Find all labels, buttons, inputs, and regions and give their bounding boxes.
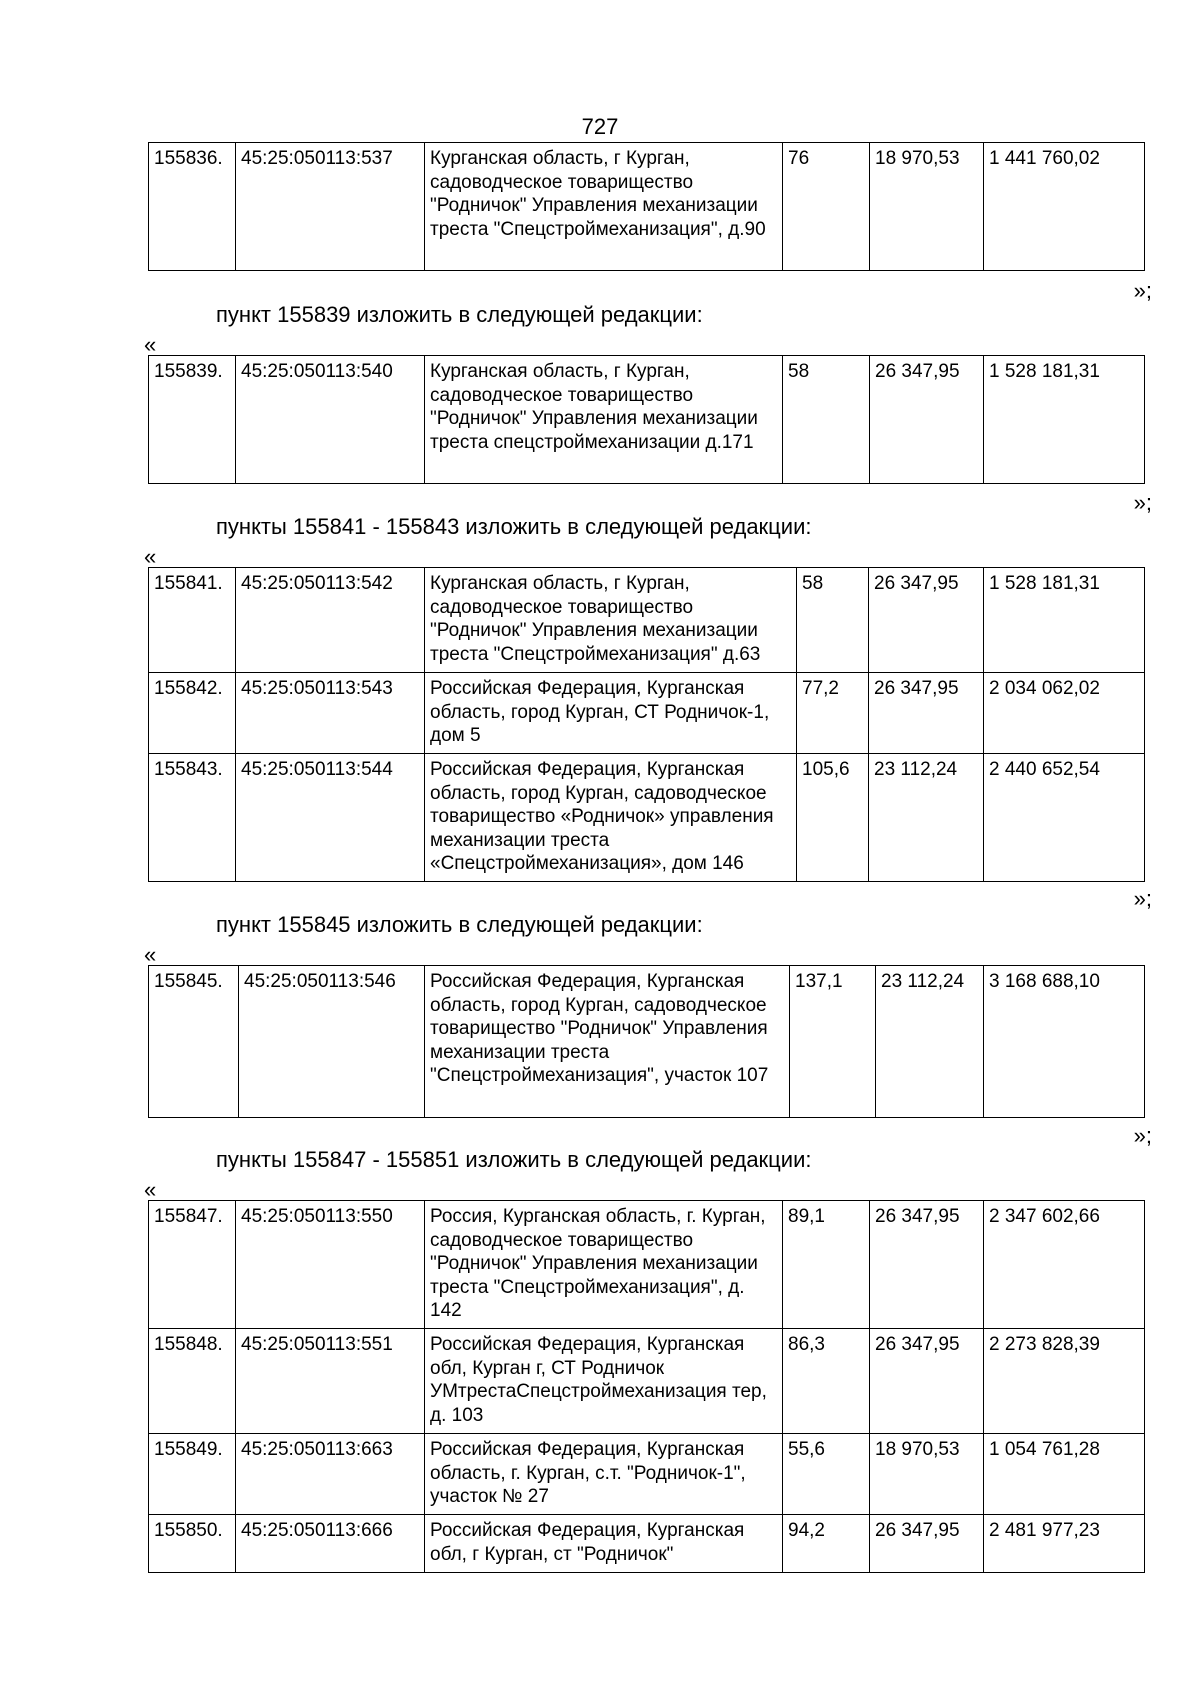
opening-quote: «	[144, 942, 157, 967]
page-number: 727	[581, 114, 619, 139]
area: 89,1	[783, 1201, 870, 1329]
cadastral-number: 45:25:050113:551	[236, 1329, 425, 1434]
property-table-5	[148, 1200, 1145, 1573]
cadastral-number: 45:25:050113:543	[236, 673, 425, 754]
closing-quote: »;	[1133, 1123, 1152, 1148]
property-table-3	[148, 567, 1145, 882]
row-number: 155850.	[149, 1515, 236, 1573]
row-number: 155845.	[149, 966, 239, 1118]
cadastral-number: 45:25:050113:542	[236, 568, 425, 673]
rate: 18 970,53	[870, 143, 984, 271]
table-row	[149, 1515, 1145, 1573]
area: 55,6	[783, 1434, 870, 1515]
row-number: 155841.	[149, 568, 236, 673]
section-heading: пункты 155841 - 155843 изложить в следующей редакции:	[216, 514, 812, 539]
rate: 26 347,95	[869, 673, 984, 754]
area: 94,2	[783, 1515, 870, 1573]
table-section-5	[148, 1200, 1144, 1573]
cadastral-value: 2 034 062,02	[984, 673, 1145, 754]
cadastral-value: 2 347 602,66	[984, 1201, 1145, 1329]
cadastral-value: 1 528 181,31	[984, 356, 1145, 484]
rate: 26 347,95	[870, 1515, 984, 1573]
table-row	[149, 1329, 1145, 1434]
table-row	[149, 673, 1145, 754]
section-heading: пункт 155839 изложить в следующей редакции:	[216, 302, 703, 327]
cadastral-value: 1 054 761,28	[984, 1434, 1145, 1515]
cadastral-value: 3 168 688,10	[984, 966, 1145, 1118]
cadastral-number: 45:25:050113:546	[239, 966, 425, 1118]
cadastral-number: 45:25:050113:537	[236, 143, 425, 271]
area: 137,1	[790, 966, 876, 1118]
table-section-3	[148, 567, 1144, 882]
rate: 23 112,24	[869, 754, 984, 882]
table-row	[149, 754, 1145, 882]
table-section-2	[148, 355, 1144, 484]
address: Российская Федерация, Курганская область, город Курган, садоводческое товарищество "Родничок" Управления механизации треста "Спецстроймеханизация", участок 107	[425, 966, 790, 1118]
property-table-4	[148, 965, 1145, 1118]
address: Российская Федерация, Курганская обл, г Курган, ст "Родничок"	[425, 1515, 783, 1573]
address: Российская Федерация, Курганская область, город Курган, садоводческое товарищество «Родничок» управления механизации треста «Спецстроймеханизация», дом 146	[425, 754, 797, 882]
property-table-2	[148, 355, 1145, 484]
table-row	[149, 966, 1145, 1118]
cadastral-value: 2 273 828,39	[984, 1329, 1145, 1434]
cadastral-value: 1 441 760,02	[984, 143, 1145, 271]
rate: 26 347,95	[870, 1201, 984, 1329]
table-row	[149, 568, 1145, 673]
area: 86,3	[783, 1329, 870, 1434]
address: Россия, Курганская область, г. Курган, садоводческое товарищество "Родничок" Управления механизации треста "Спецстроймеханизация", д. 142	[425, 1201, 783, 1329]
address: Курганская область, г Курган, садоводческое товарищество "Родничок" Управления механизации треста спецстроймеханизации д.171	[425, 356, 783, 484]
rate: 26 347,95	[869, 568, 984, 673]
area: 58	[797, 568, 869, 673]
address: Российская Федерация, Курганская обл, Курган г, СТ Родничок УМтрестаСпецстроймеханизация тер, д. 103	[425, 1329, 783, 1434]
table-row	[149, 1201, 1145, 1329]
row-number: 155839.	[149, 356, 236, 484]
address: Российская Федерация, Курганская область, г. Курган, с.т. "Родничок-1", участок № 27	[425, 1434, 783, 1515]
row-number: 155836.	[149, 143, 236, 271]
row-number: 155843.	[149, 754, 236, 882]
address: Российская Федерация, Курганская область, город Курган, СТ Родничок-1, дом 5	[425, 673, 797, 754]
rate: 26 347,95	[870, 356, 984, 484]
table-row	[149, 356, 1145, 484]
address: Курганская область, г Курган, садоводческое товарищество "Родничок" Управления механизации треста "Спецстроймеханизация" д.63	[425, 568, 797, 673]
rate: 18 970,53	[870, 1434, 984, 1515]
closing-quote: »;	[1133, 886, 1152, 911]
closing-quote: »;	[1133, 490, 1152, 515]
opening-quote: «	[144, 1177, 157, 1202]
rate: 23 112,24	[876, 966, 984, 1118]
section-heading: пункты 155847 - 155851 изложить в следующей редакции:	[216, 1147, 812, 1172]
address: Курганская область, г Курган, садоводческое товарищество "Родничок" Управления механизации треста "Спецстроймеханизация", д.90	[425, 143, 783, 271]
cadastral-number: 45:25:050113:550	[236, 1201, 425, 1329]
cadastral-value: 1 528 181,31	[984, 568, 1145, 673]
table-section-1	[148, 142, 1144, 271]
cadastral-value: 2 481 977,23	[984, 1515, 1145, 1573]
row-number: 155847.	[149, 1201, 236, 1329]
closing-quote: »;	[1133, 278, 1152, 303]
row-number: 155842.	[149, 673, 236, 754]
cadastral-value: 2 440 652,54	[984, 754, 1145, 882]
area: 77,2	[797, 673, 869, 754]
table-row	[149, 143, 1145, 271]
cadastral-number: 45:25:050113:666	[236, 1515, 425, 1573]
rate: 26 347,95	[870, 1329, 984, 1434]
row-number: 155848.	[149, 1329, 236, 1434]
area: 76	[783, 143, 870, 271]
row-number: 155849.	[149, 1434, 236, 1515]
table-section-4	[148, 965, 1144, 1118]
cadastral-number: 45:25:050113:540	[236, 356, 425, 484]
area: 105,6	[797, 754, 869, 882]
area: 58	[783, 356, 870, 484]
table-row	[149, 1434, 1145, 1515]
cadastral-number: 45:25:050113:544	[236, 754, 425, 882]
cadastral-number: 45:25:050113:663	[236, 1434, 425, 1515]
section-heading: пункт 155845 изложить в следующей редакции:	[216, 912, 703, 937]
property-table-1	[148, 142, 1145, 271]
opening-quote: «	[144, 332, 157, 357]
opening-quote: «	[144, 544, 157, 569]
